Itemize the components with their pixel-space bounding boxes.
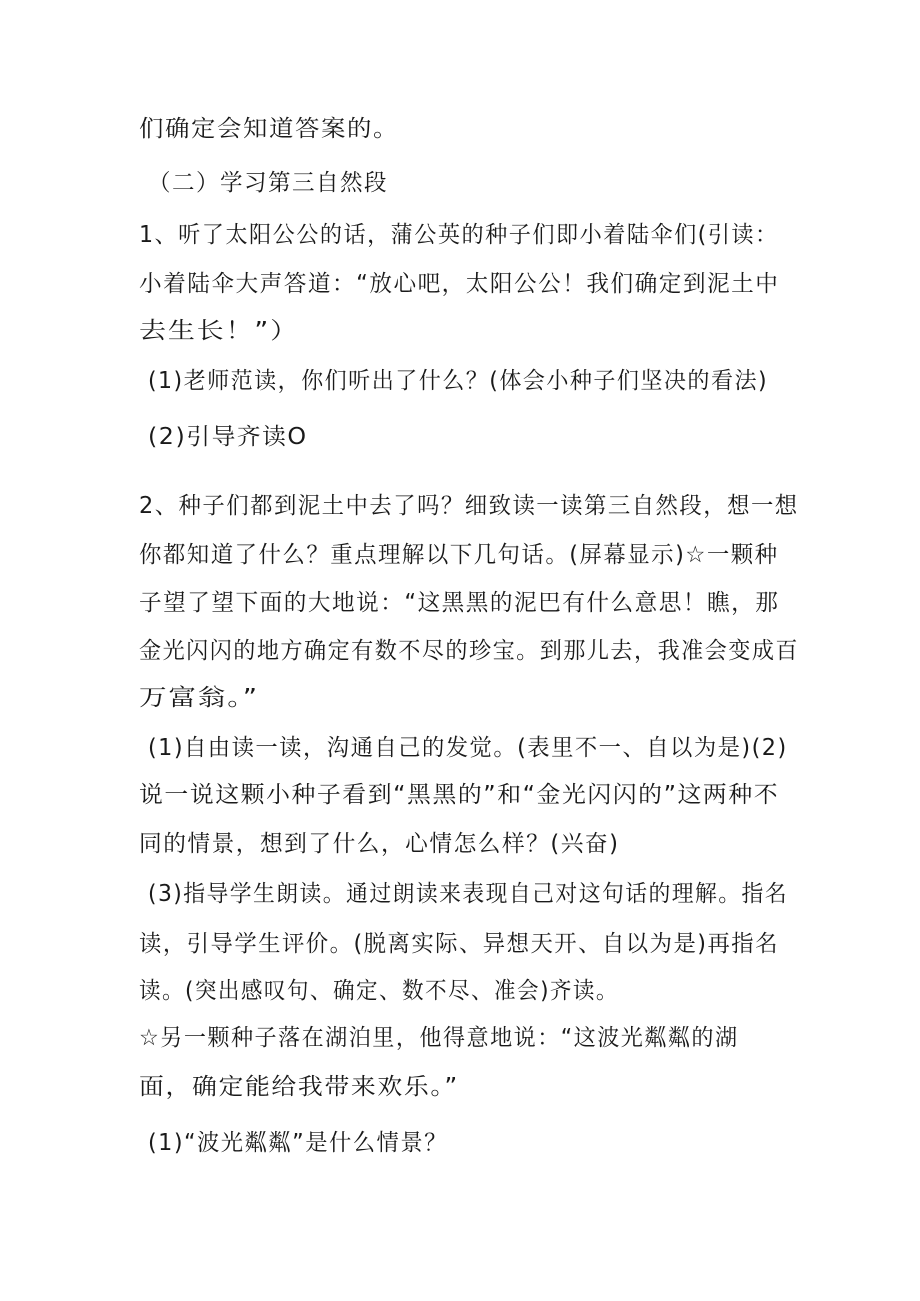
text-line: (1)自由读一读，沟通自己的发觉。(表里不一、自以为是)(2): [148, 735, 788, 761]
text-line: ☆另一颗种子落在湖泊里，他得意地说：“这波光粼粼的湖: [139, 1025, 739, 1051]
text-line: 面，确定能给我带来欢乐。”: [139, 1074, 459, 1100]
text-line: (3)指导学生朗读。通过朗读来表现自己对这句话的理解。指名: [148, 881, 789, 907]
text-line: 金光闪闪的地方确定有数不尽的珍宝。到那儿去，我准会变成百: [139, 638, 799, 664]
text-line: 同的情景，想到了什么，心情怎么样？(兴奋): [139, 831, 620, 857]
text-line: (1)“波光粼粼”是什么情景？: [148, 1130, 448, 1156]
text-line: 2、种子们都到泥土中去了吗？细致读一读第三自然段，想一想: [139, 493, 799, 519]
text-line: 子望了望下面的大地说：“这黑黑的泥巴有什么意思！瞧，那: [139, 590, 780, 616]
text-line: 读，引导学生评价。(脱离实际、异想天开、自以为是)再指名: [139, 931, 779, 957]
text-line: 1、听了太阳公公的话，蒲公英的种子们即小着陆伞们(引读：: [139, 222, 779, 248]
section-heading: （二）学习第三自然段: [148, 170, 388, 196]
text-line: 你都知道了什么？重点理解以下几句话。(屏幕显示)☆一颗种: [139, 542, 779, 568]
text-line: 万富翁。”: [139, 685, 259, 711]
text-line: 去生长！”）: [139, 318, 299, 344]
text-line: 读。(突出感叹句、确定、数不尽、准会)齐读。: [139, 978, 619, 1004]
text-line: 说一说这颗小种子看到“黑黑的”和“金光闪闪的”这两种不: [139, 782, 780, 808]
text-line: (2)引导齐读O: [148, 424, 308, 450]
text-line: 们确定会知道答案的。: [139, 116, 399, 142]
text-line: (1)老师范读，你们听出了什么？(体会小种子们坚决的看法): [148, 368, 769, 394]
text-line: 小着陆伞大声答道：“放心吧，太阳公公！我们确定到泥土中: [139, 271, 780, 297]
